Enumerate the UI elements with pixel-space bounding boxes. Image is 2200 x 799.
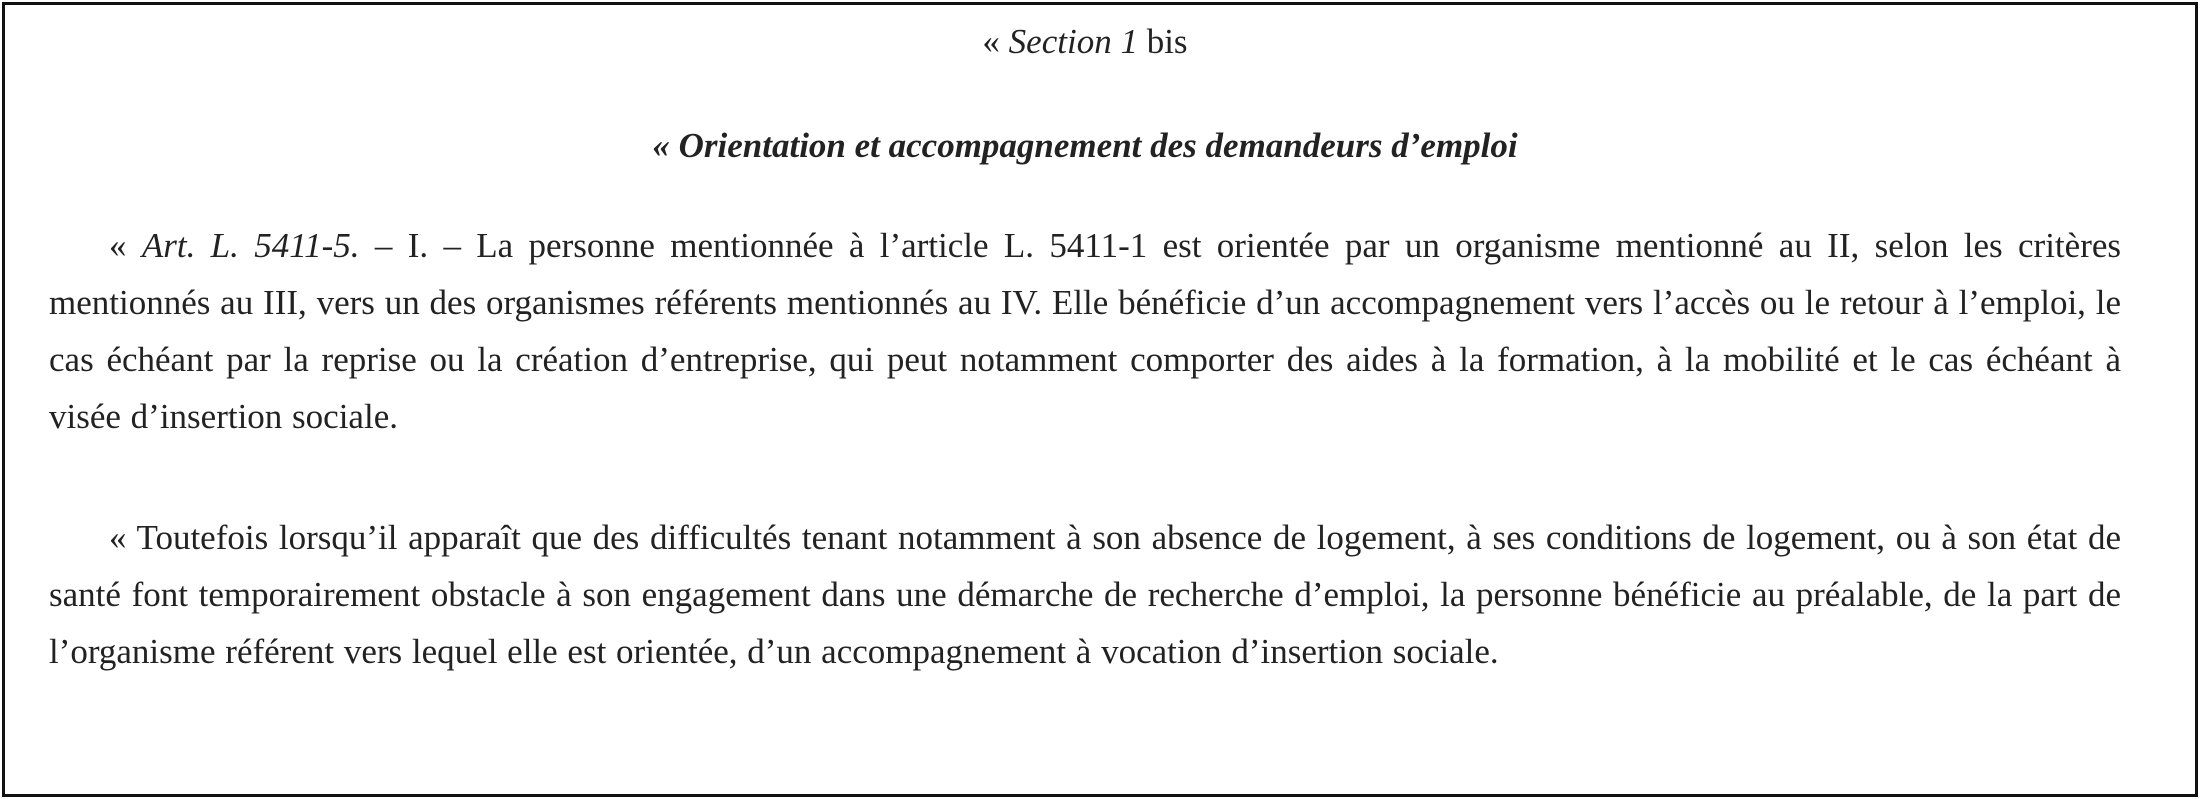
section-heading (49, 13, 2121, 70)
subsection-title: « Orientation et accompagnement des demandeurs d’emploi (652, 126, 1518, 165)
document-frame (2, 2, 2198, 797)
article-body-text: – I. – La personne mentionnée à l’article L. 5411-1 est orientée par un organisme mentionné au II, selon les critères mentionnés au III, vers un des organismes référents mentionnés au IV. Elle bénéficie d’un accompagnement vers l’accès ou le retour à l’emploi, le cas échéant par la reprise ou la création d’entreprise, qui peut notamment comporter des aides à la formation, à la mobilité et le cas échéant à visée d’insertion sociale. (49, 226, 2121, 436)
article-open-quote: « (109, 226, 142, 265)
section-suffix: bis (1137, 22, 1188, 61)
section-label: Section 1 (1008, 22, 1138, 61)
article-reference: Art. L. 5411-5. (141, 226, 360, 265)
article-paragraph (49, 217, 2121, 445)
section-open-quote: « (982, 22, 1009, 61)
second-paragraph: « Toutefois lorsqu’il apparaît que des difficultés tenant notamment à son absence de logement, à ses conditions de logement, ou à son état de santé font temporairement obstacle à son engagement dans une démarche de recherche d’emploi, la personne bénéficie au préalable, de la part de l’organisme référent vers lequel elle est orientée, d’un accompagnement à vocation d’insertion sociale. (49, 518, 2121, 671)
